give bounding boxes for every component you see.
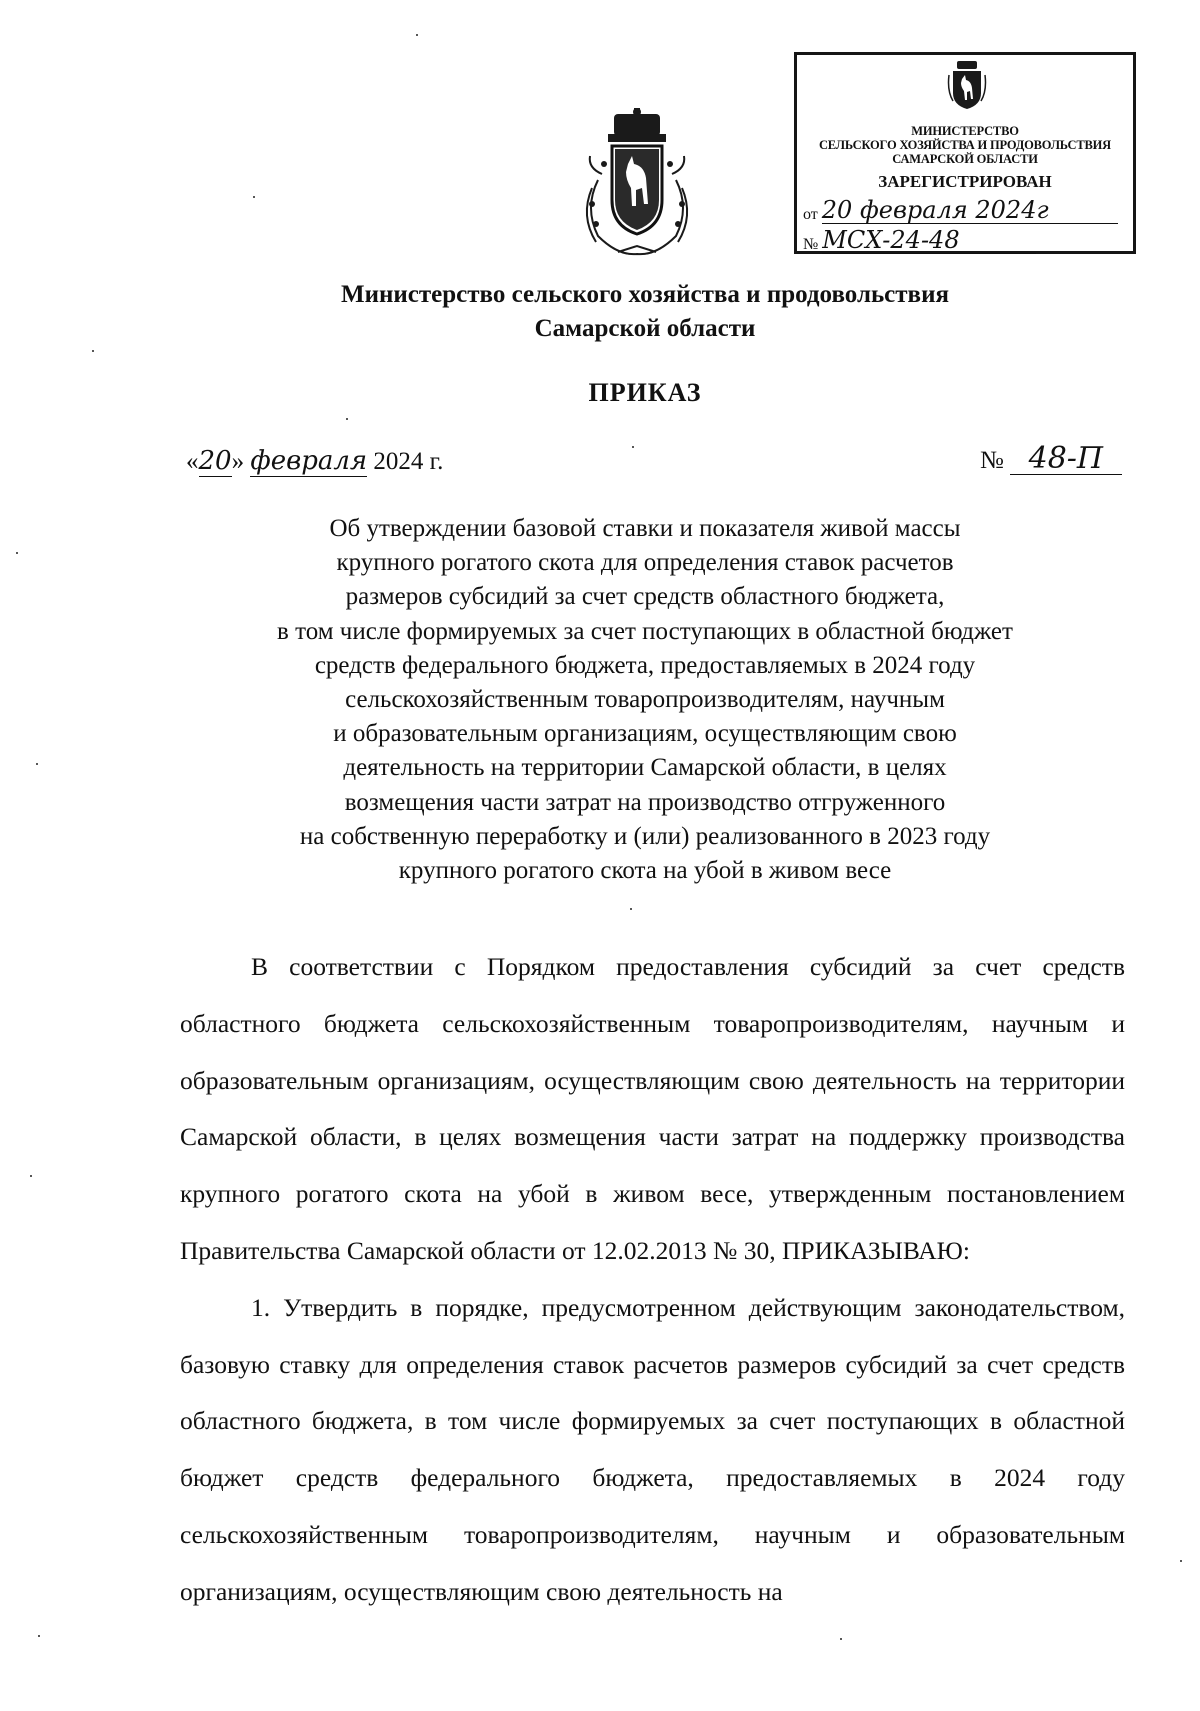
scan-speck: [30, 1175, 32, 1177]
order-month-handwritten: февраля: [250, 446, 368, 476]
scan-speck: [632, 446, 634, 448]
document-type-title: ПРИКАЗ: [588, 378, 702, 407]
stamp-number-prefix: №: [803, 236, 819, 253]
order-date-quote-close: »: [231, 448, 245, 475]
stamp-date-line: [803, 197, 1118, 224]
stamp-registered-label: ЗАРЕГИСТРИРОВАН: [878, 172, 1052, 191]
scan-speck: [416, 34, 418, 36]
stamp-date-handwritten: 20 февраля 2024г: [822, 197, 1118, 224]
scan-speck: [92, 350, 94, 352]
order-day-handwritten: 20: [198, 446, 232, 476]
body-paragraph-1: В соответствии с Порядком предоставления субсидий за счет средств областного бюджета сельскохозяйственным товаропроизводителям, научным и образовательным организациям, осуществляющим свою деятельность на территории Самарской области, в целях возмещения части затрат на поддержку производства крупного рогатого скота на убой в живом весе, утвержденным постановлением Правительства Самарской области от 12.02.2013 № 30, ПРИКАЗЫВАЮ:: [180, 952, 1125, 1265]
order-date-quote-open: «: [186, 448, 199, 475]
order-number-handwritten: 48-П: [1010, 444, 1122, 475]
scan-speck: [840, 1638, 842, 1640]
order-date: [186, 446, 443, 476]
scan-speck: [253, 196, 255, 198]
body-paragraph-2: 1. Утвердить в порядке, предусмотренном действующим законодательством, базовую ставку для определения ставок расчетов размеров субсидий за счет средств областного бюджета, в том числе формируемых за счет поступающих в областной бюджет средств федерального бюджета, предоставляемых в 2024 году сельскохозяйственным товаропроизводителям, научным и образовательным организациям, осуществляющим свою деятельность на: [180, 1292, 1125, 1606]
scan-speck: [38, 1635, 40, 1637]
scan-speck: [346, 418, 348, 420]
order-number-prefix: №: [980, 447, 1004, 474]
stamp-emblem-icon: [947, 61, 987, 111]
stamp-number-line: [803, 227, 1036, 254]
stamp-organization: МИНИСТЕРСТВО СЕЛЬСКОГО ХОЗЯЙСТВА И ПРОДОВОЛЬСТВИЯ САМАРСКОЙ ОБЛАСТИ: [818, 124, 1112, 166]
coat-of-arms-icon: [578, 108, 696, 258]
scan-speck: [16, 552, 18, 554]
stamp-number-handwritten: МСХ-24-48: [822, 227, 1036, 254]
order-number: [980, 441, 1122, 476]
scan-speck: [1180, 1560, 1182, 1562]
ministry-name: Министерство сельского хозяйства и продовольствия Самарской области: [340, 281, 949, 342]
order-body: [180, 939, 1125, 1621]
stamp-date-prefix: от: [803, 206, 818, 223]
order-year: 2024 г.: [373, 448, 444, 475]
registration-stamp: [794, 52, 1136, 254]
scan-speck: [36, 763, 38, 765]
order-subject: Об утверждении базовой ставки и показателя живой массы крупного рогатого скота для определения ставок расчетов размеров субсидий за счет средств областного бюджета, в том числе формируемых за счет поступающих в областной бюджет средств федерального бюджета, предоставляемых в 2024 году сельскохозяйственным товаропроизводителям, научным и образовательным организациям, осуществляющим свою деятельность на территории Самарской области, в целях возмещения части затрат на производство отгруженного на собственную переработку и (или) реализованного в 2023 году крупного рогатого скота на убой в живом весе: [277, 515, 1013, 885]
scan-speck: [630, 908, 632, 910]
